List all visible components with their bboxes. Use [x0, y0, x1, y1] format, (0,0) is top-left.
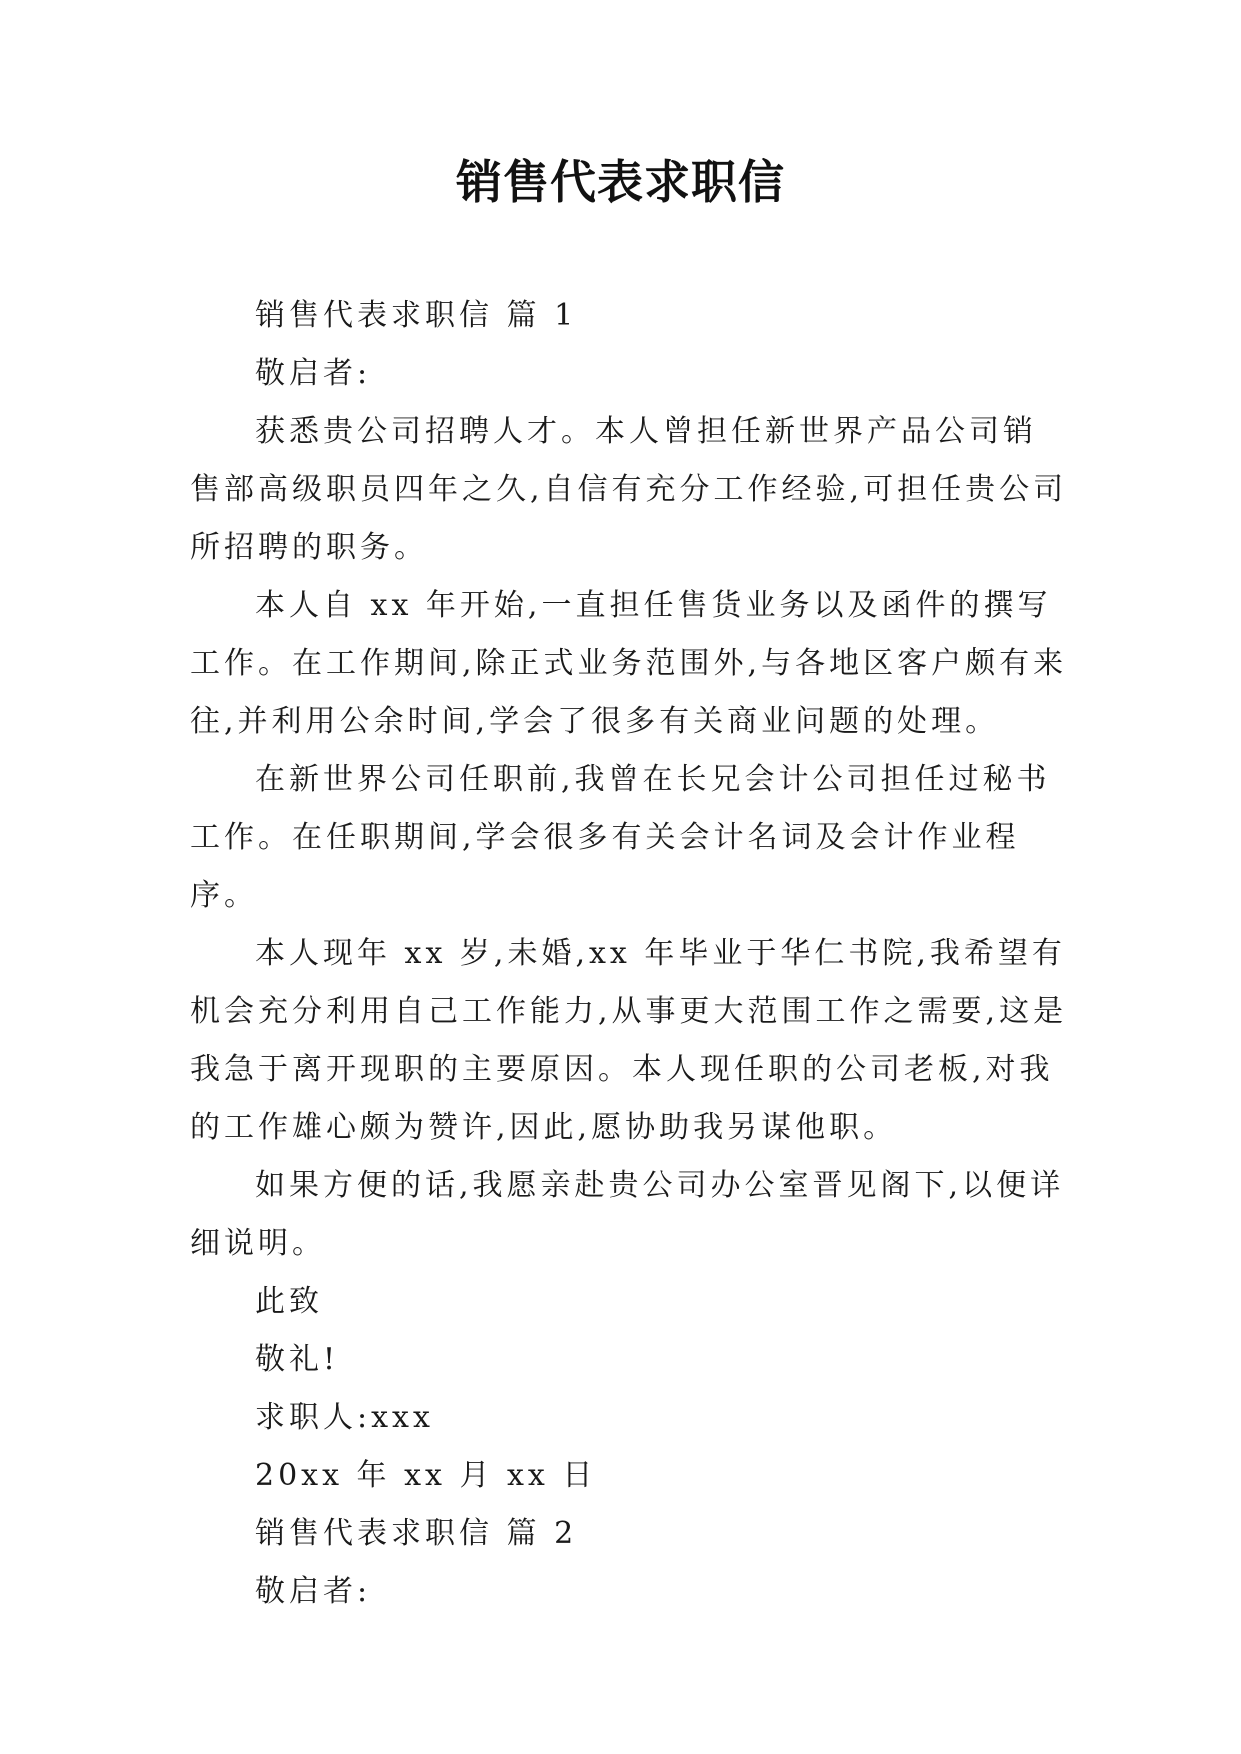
section-heading-2: 销售代表求职信 篇 2	[255, 1516, 578, 1551]
document-title: 销售代表求职信	[456, 155, 785, 209]
salutation: 敬启者:	[255, 356, 372, 391]
section-heading-1: 销售代表求职信 篇 1	[255, 298, 578, 333]
body-paragraph: 本人现年 xx 岁,未婚,xx 年毕业于华仁书院,我希望有机会充分利用自己工作能力,从事更大范围工作之需要,这是我急于离开现职的主要原因。本人现任职的公司老板,对我的工作雄心颇为赞许,因此,愿协助我另谋他职。	[190, 936, 1068, 1145]
body-paragraph: 本人自 xx 年开始,一直担任售货业务以及函件的撰写工作。在工作期间,除正式业务范围外,与各地区客户颇有来往,并利用公余时间,学会了很多有关商业问题的处理。	[190, 588, 1068, 739]
document-body	[190, 287, 1070, 1621]
closing-regards: 敬礼!	[255, 1342, 340, 1377]
applicant-signature: 求职人:xxx	[255, 1400, 434, 1435]
body-paragraph: 如果方便的话,我愿亲赴贵公司办公室晋见阁下,以便详细说明。	[190, 1168, 1065, 1261]
salutation: 敬启者:	[255, 1574, 372, 1609]
letter-date: 20xx 年 xx 月 xx 日	[255, 1458, 597, 1493]
body-paragraph: 获悉贵公司招聘人才。本人曾担任新世界产品公司销售部高级职员四年之久,自信有充分工作经验,可担任贵公司所招聘的职务。	[190, 414, 1068, 565]
closing-line: 此致	[255, 1284, 323, 1319]
body-paragraph: 在新世界公司任职前,我曾在长兄会计公司担任过秘书工作。在任职期间,学会很多有关会计名词及会计作业程序。	[190, 762, 1051, 913]
